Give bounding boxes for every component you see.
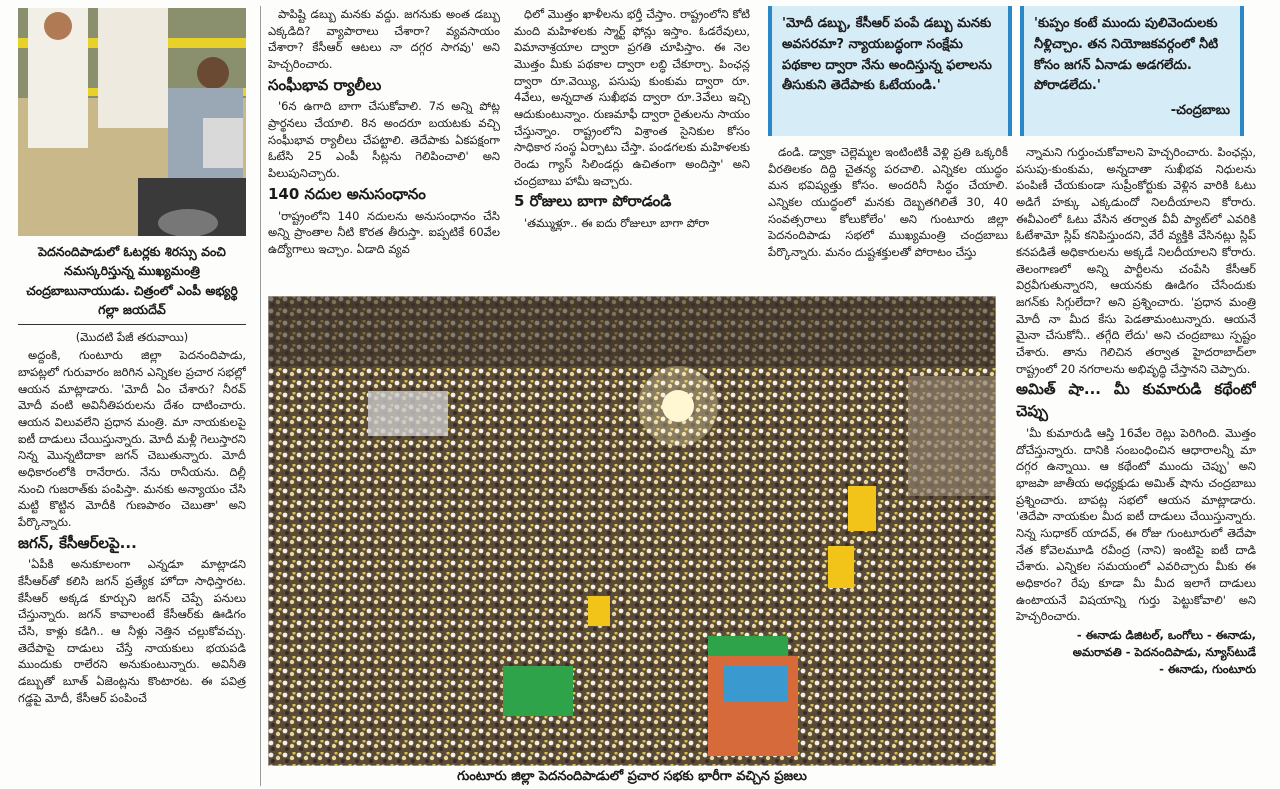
subheading: జగన్, కేసీఆర్‌లపై... xyxy=(18,533,137,552)
byline-line: అమరావతి - పెదనందిపాడు, న్యూస్‌టుడే xyxy=(1072,645,1256,660)
quote-text: 'కుప్పం కంటే ముందు పులివెందులకు నీళ్లిచ్చాం. తన నియోజకవర్గంలో నీటి కోసం జగన్ ఏనాడు అడగలేదు. పోరాడలేదు.' xyxy=(1034,16,1219,94)
quote-signature: -చంద్రబాబు xyxy=(1170,103,1230,119)
column-divider xyxy=(260,6,261,786)
paragraph: '6న ఉగాది బాగా చేసుకోవాలి. 7న అన్ని పోట్ల ప్రార్థనలు చేయాలి. 8న అందరూ బయటకు వచ్చి సంఘీభావ ర్యాలీలు చేపట్టాలి. తెదేపాకు ఏకపక్షంగా ఓటేసి 25 ఎంపీ సీట్లను గెలిపించాలి' అని పిలుపునిచ్చారు. xyxy=(268,99,500,181)
column-5 xyxy=(1016,144,1256,787)
byline xyxy=(1016,627,1256,679)
paragraph: 'మీ కుమారుడి ఆస్తి 16వేల రెట్లు పెరిగింది. మొత్తం దోచేస్తున్నారు. దానికి సంబంధించిన ఆధారాలన్నీ మా దగ్గర ఉన్నాయి. ఆ కథేంటో ముందు చెప్పు' అని భాజపా జాతీయ అధ్యక్షుడు అమిత్ షాను చంద్రబాబు ప్రశ్నించారు. బాపట్ల సభలో ఆయన మాట్లాడారు. 'తెదేపా నాయకుల మీద ఐటీ దాడులు చేయిస్తున్నారు. నిన్న సుధాకర్ యాదవ్, ఈ రోజు గుంటూరులో తెదేపా నేత కోవెలమూడి రవీంద్ర (నాని) ఇంటిపై ఐటీ దాడి చేశారు. ఎన్నికల సమయంలో ఎవరిచ్చారు మీకు ఈ అధికారం? రేపు కూడా మీ మీద ఇలాగే దాడులు ఉంటాయనే విషయాన్ని గుర్తు పెట్టుకోవాలి' అని హెచ్చరించారు. xyxy=(1016,425,1256,624)
paragraph: పాపిష్టి డబ్బు మనకు వద్దు. జగనుకు అంత డబ్బు ఎక్కడిది? వ్యాపారాలు చేశారా? వ్యవసాయం చేశారా? కేసీఆర్ ఆటలు నా దగ్గర సాగవు' అని హెచ్చరించారు. xyxy=(268,7,500,72)
column-4 xyxy=(768,144,1008,294)
crowd-photo-caption: గుంటూరు జిల్లా పెదనందిపాడులో ప్రచార సభకు భారీగా వచ్చిన ప్రజలు xyxy=(457,769,807,784)
continued-label: (మొదటి పేజీ తరువాయి) xyxy=(75,329,189,344)
subheading: 140 నదుల అనుసంధానం xyxy=(268,184,426,203)
column-2 xyxy=(268,6,500,292)
subheading: సంఘీభావ ర్యాలీలు xyxy=(268,75,382,94)
quote-text: 'మోదీ డబ్బు, కేసీఆర్ పంపే డబ్బు మనకు అవసరమా? న్యాయబద్ధంగా సంక్షేమ పథకాల ద్వారా నేను అందిస్తున్న ఫలాలను తీసుకుని తెదేపాకు ఓటేయండి.' xyxy=(782,16,992,94)
paragraph: 'రాష్ట్రంలోని 140 నదులను అనుసంధానం చేసి అన్ని ప్రాంతాల నీటి కొరత తీరుస్తా. ఐప్పటికే 60వేల ఉద్యోగాలు ఇచ్చాం. ఏడాది వ్యవ xyxy=(268,208,500,256)
byline-line: - ఈనాడు డిజిటల్, ఒంగోలు - ఈనాడు, xyxy=(1076,627,1256,642)
column-1 xyxy=(18,242,246,787)
column-3 xyxy=(514,6,750,292)
paragraph: డండి. డ్వాక్రా చెల్లెమ్మల ఇంటింటికీ వెళ్లి ప్రతి ఒక్కరికీ వీరతిలకం దిద్ది చైతన్య పరచాలి. ఎన్నికల యుద్ధం మన భవిష్యత్తు కోసం. అందరినీ సిద్ధం చేయాలి. ఎన్నికల యుద్ధంలో మనకు దెబ్బతగిలితే 30, 40 సంవత్సరాలు కోలుకోలేం' అని గుంటూరు జిల్లా పెదనందిపాడు సభలో ముఖ్యమంత్రి చంద్రబాబు పేర్కొన్నారు. మనం దుష్టశక్తులతో పోరాటం చేస్తు xyxy=(768,145,1008,260)
quote-box xyxy=(1020,6,1244,136)
quote-box xyxy=(768,6,1012,136)
paragraph: 'ఏపీకి అనుకూలంగా ఎన్నడూ మాట్లాడని కేసీఆర్‌తో కలిసి జగన్ ప్రత్యేక హోదా సాధిస్తారట. కేసీఆర్ అక్కడ కూర్చుని జగన్ చెప్పే పనులు చేస్తున్నారు. జగన్ కావాలంటే కేసీఆర్‌కు ఊడిగం చేసి, కాళ్లు కడిగి.. ఆ నీళ్లు నెత్తిన చల్లుకోవచ్చు. తెదేపాపై దాడులు చేస్తే నాయకులు భయపడి ముందుకు రాలేరని అనుకుంటున్నారు. అవినీతి డబ్బుతో బూత్ ఏజెంట్లను కొంటారట. ఈ పవిత్ర గడ్డపై మోదీ, కేసీఆర్ పంపించే xyxy=(18,557,246,705)
crowd-photo xyxy=(268,296,996,766)
subheading: అమిత్ షా... మీ కుమారుడి కథేంటో చెప్పు xyxy=(1016,380,1256,421)
byline-line: - ఈనాడు, గుంటూరు xyxy=(1159,662,1256,677)
paragraph: అద్దంకి, గుంటూరు జిల్లా పెదనందిపాడు, బాపట్లలో గురువారం జరిగిన ఎన్నికల ప్రచార సభల్లో ఆయన మాట్లాడారు. 'మోదీ ఏం చేశారు? నీరవ్ మోదీ వంటి అవినీతిపరులను దేశం దాటించారు. ఆయన విలువలేని ప్రధాన మంత్రి. మా నాయకులపై ఐటీ దాడులు చేయిస్తున్నారు. మోదీ మళ్లీ గెలుస్తారని నిన్న మొన్నటిదాకా జగన్ చెబుతున్నారు. మోదీ అధికారంలోకి రానేరారు. నేను రానీయను. దిల్లీ నుంచి గుజరాత్‌కు పంపిస్తా. మనకు అన్యాయం చేసి మట్టి కొట్టిన మోదీకి గుణపాఠం చెబుతా' అని పేర్కొన్నారు. xyxy=(18,348,246,529)
paragraph: 'తమ్ముళ్లూ.. ఈ ఐదు రోజులూ బాగా పోరా xyxy=(524,216,710,231)
photo-caption: పెదనందిపాడులో ఓటర్లకు శిరస్సు వంచి నమస్కరిస్తున్న ముఖ్యమంత్రి చంద్రబాబునాయుడు. చిత్రంలో ఎంపీ అభ్యర్థి గల్లా జయదేవ్ xyxy=(18,242,246,325)
chief-minister-photo xyxy=(18,8,246,236)
paragraph: న్నామని గుర్తుంచుకోవాలని హెచ్చరించారు. పింఛన్లు, పసుపు-కుంకుమ, అన్నదాతా సుఖీభవ నిధులను పంపిణీ చేయకుండా సుప్రీంకోర్టుకు వెళ్లిన వారికి ఓటు అడిగే హక్కు ఎక్కడుందో నిలదీయాలని కోరారు. ఈవీఎంలో ఓటు వేసిన తర్వాత వీవీ ప్యాట్‌లో ఎవరికి ఓటేశామో స్లిప్ కనిపిస్తుందని, వేరే వ్యక్తికి వేసినట్లు స్లిప్ కనపడితే అధికారులను అక్కడే నిలదీయాలని కోరారు. తెలంగాణలో అన్ని పార్టీలను చంపేసి కేసీఆర్ విర్రవీగుతున్నారని, ఆయనకు ఊడిగం చేసేందుకు జగన్‌కు సిగ్గులేదా? అని ప్రశ్నించారు. 'ప్రధాన మంత్రి మోదీ నా మీద కేసు పెడతామంటున్నారు. ఆయనే మైనా చేసుకోనీ.. తగ్గేది లేదు' అని చంద్రబాబు స్పష్టం చేశారు. తాను గెలిచిన తర్వాత హైదరాబాద్‌లా రాష్ట్రంలో 20 నగరాలను అభివృద్ధి చేస్తానని చెప్పారు. xyxy=(1016,145,1256,376)
subheading: 5 రోజులు బాగా పోరాడండి xyxy=(514,192,672,211)
paragraph: ధిలో మొత్తం ఖాళీలను భర్తీ చేస్తాం. రాష్ట్రంలోని కోటి మంది మహిళలకు స్మార్ట్ ఫోన్లు ఇస్తాం. ఓడరేవులు, విమానాశ్రయాల ద్వారా ప్రగతి చూపిస్తాం. ఈ నెల మొత్తం మీకు పథకాల ద్వారా లబ్ధి చేకూర్చా. పింఛన్ల ద్వారా రూ.వెయ్యి, పసుపు కుంకుమ ద్వారా రూ. 4వేలు, అన్నదాత సుఖీభవ ద్వారా రూ.3వేలు ఇచ్చి ఆదుకుంటున్నాం. రుణమాఫీ ద్వారా రైతులను సాయం చేస్తున్నాం. రాష్ట్రంలోని విశ్రాంత సైనికుల కోసం సాధికార సంస్థ ఏర్పాటు చేస్తా. పండగలకు మహిళలకు రెండు గ్యాస్ సిలిండర్లు ఉచితంగా అందిస్తా' అని చంద్రబాబు హామీ ఇచ్చారు. xyxy=(514,7,750,188)
